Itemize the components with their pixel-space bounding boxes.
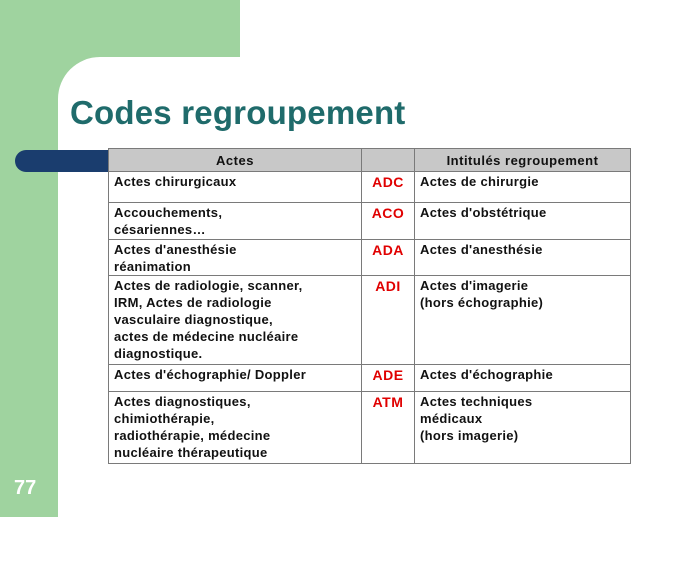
cell-code: ATM bbox=[362, 392, 415, 464]
cell-actes: Accouchements, césariennes… bbox=[109, 203, 362, 240]
header-intitules: Intitulés regroupement bbox=[415, 149, 631, 172]
slide-number: 77 bbox=[14, 477, 37, 499]
cell-intitule: Actes d'obstétrique bbox=[415, 203, 631, 240]
table-row bbox=[109, 203, 631, 240]
cell-actes: Actes d'échographie/ Doppler bbox=[109, 365, 362, 392]
table-row bbox=[109, 392, 631, 464]
cell-code: ADI bbox=[362, 276, 415, 365]
cell-intitule: Actes d'échographie bbox=[415, 365, 631, 392]
header-code bbox=[362, 149, 415, 172]
cell-code: ACO bbox=[362, 203, 415, 240]
cell-code: ADE bbox=[362, 365, 415, 392]
codes-table bbox=[108, 148, 631, 464]
cell-intitule: Actes techniques médicaux (hors imagerie) bbox=[415, 392, 631, 464]
header-actes: Actes bbox=[109, 149, 362, 172]
cell-intitule: Actes de chirurgie bbox=[415, 172, 631, 203]
cell-actes: Actes de radiologie, scanner, IRM, Actes de radiologie vasculaire diagnostique, actes de médecine nucléaire diagnostique. bbox=[109, 276, 362, 365]
page-title: Codes regroupement bbox=[70, 94, 406, 131]
table-row bbox=[109, 365, 631, 392]
cell-actes: Actes chirurgicaux bbox=[109, 172, 362, 203]
cell-code: ADC bbox=[362, 172, 415, 203]
cell-intitule: Actes d'imagerie (hors échographie) bbox=[415, 276, 631, 365]
table-row bbox=[109, 276, 631, 365]
cell-intitule: Actes d'anesthésie bbox=[415, 240, 631, 276]
cell-actes: Actes d'anesthésie réanimation bbox=[109, 240, 362, 276]
table-row bbox=[109, 172, 631, 203]
table-header-row bbox=[109, 149, 631, 172]
table-row bbox=[109, 240, 631, 276]
cell-code: ADA bbox=[362, 240, 415, 276]
cell-actes: Actes diagnostiques, chimiothérapie, radiothérapie, médecine nucléaire thérapeutique bbox=[109, 392, 362, 464]
